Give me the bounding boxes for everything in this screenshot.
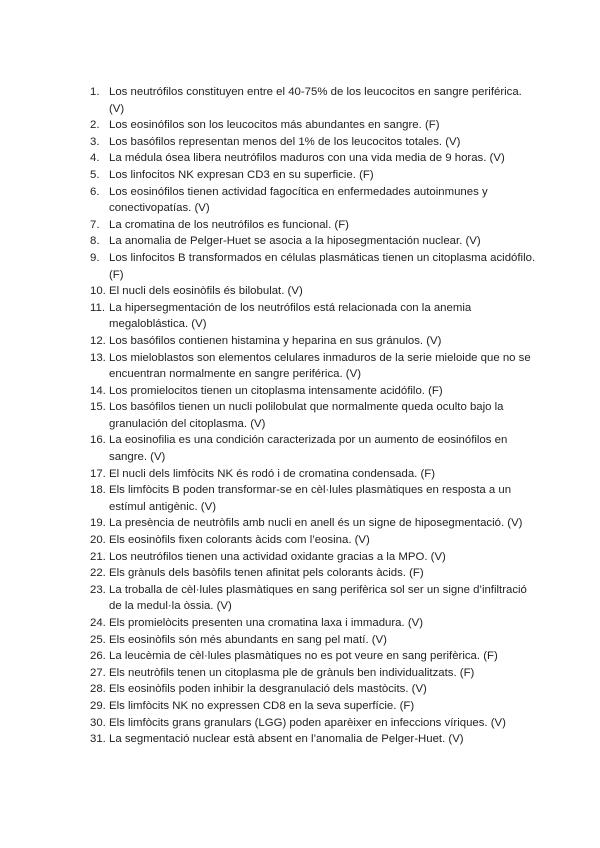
item-text: Els eosinòfils poden inhibir la desgranulació dels mastòcits. (V) [109,683,427,696]
list-item [90,632,538,649]
item-number: 22. [90,567,106,580]
list-item [90,134,538,151]
item-number: 28. [90,683,106,696]
list-item [90,532,538,549]
item-text: Los eosinófilos son los leucocitos más abundantes en sangre. (F) [109,119,440,132]
item-number: 30. [90,716,106,729]
item-number: 15. [90,401,106,414]
item-text: Els limfòcits grans granulars (LGG) poden aparèixer en infeccions víriques. (V) [109,716,506,729]
item-text: Els eosinòfils són més abundants en sang pel matí. (V) [109,633,387,646]
item-number: 17. [90,467,106,480]
list-item [90,698,538,715]
item-number: 10. [90,285,106,298]
item-number: 31. [90,733,106,746]
item-number: 27. [90,666,106,679]
item-text: La anomalia de Pelger-Huet se asocia a la hiposegmentación nuclear. (V) [109,235,481,248]
item-text: Los linfocitos B transformados en células plasmáticas tienen un citoplasma acidófilo. (F) [109,251,536,281]
item-text: Los basófilos contienen histamina y heparina en sus gránulos. (V) [109,334,442,347]
item-text: Els limfòcits NK no expressen CD8 en la seva superfície. (F) [109,699,415,712]
list-item [90,184,538,217]
list-item [90,565,538,582]
list-item [90,84,538,117]
item-number: 23. [90,583,106,596]
list-item [90,117,538,134]
list-item [90,233,538,250]
list-item [90,665,538,682]
list-item [90,333,538,350]
item-number: 6. [90,185,100,198]
item-number: 2. [90,119,100,132]
item-text: Los neutrófilos constituyen entre el 40-75% de los leucocitos en sangre periférica. (V) [109,86,522,115]
item-text: Los eosinófilos tienen actividad fagocítica en enfermedades autoinmunes y conectivopatías. (V) [109,185,488,215]
item-number: 25. [90,633,106,646]
list-item [90,300,538,333]
list-item [90,731,538,748]
statement-list [90,84,538,748]
item-number: 13. [90,351,106,364]
item-number: 8. [90,235,100,248]
item-text: La cromatina de los neutrófilos es funcional. (F) [109,218,349,231]
item-text: Los linfocitos NK expresan CD3 en su superficie. (F) [109,168,374,181]
item-text: Los basófilos representan menos del 1% de los leucocitos totales. (V) [109,135,461,148]
item-text: El nucli dels limfòcits NK és rodó i de cromatina condensada. (F) [109,467,436,480]
item-number: 19. [90,517,106,530]
list-item [90,482,538,515]
list-item [90,383,538,400]
item-text: Els limfòcits B poden transformar-se en cèl·lules plasmàtiques en resposta a un estímul antigènic. (V) [109,484,512,513]
item-text: Los neutrófilos tienen una actividad oxidante gracias a la MPO. (V) [109,550,446,563]
item-text: Los promielocitos tienen un citoplasma intensamente acidófilo. (F) [109,384,443,397]
item-text: Els grànuls dels basòfils tenen afinitat pels colorants àcids. (F) [109,567,424,580]
item-number: 1. [90,86,100,98]
item-text: Els neutròfils tenen un citoplasma ple de grànuls ben individualitzats. (F) [109,666,475,679]
item-text: La troballa de cèl·lules plasmàtiques en sang perifèrica sol ser un signe d’infiltració de la medul·la òssia. (V) [109,583,527,613]
item-number: 11. [90,301,105,314]
list-item [90,350,538,383]
list-item [90,167,538,184]
item-text: Los basófilos tienen un nucli polilobulat que normalmente queda oculto bajo la granulación del citoplasma. (V) [109,401,504,430]
item-number: 5. [90,168,100,181]
item-text: El nucli dels eosinòfils és bilobulat. (V) [109,285,303,298]
list-item [90,466,538,483]
list-item [90,681,538,698]
item-text: Els eosinòfils fixen colorants àcids com l’eosina. (V) [109,534,370,547]
item-number: 9. [90,251,100,264]
item-text: Els promielòcits presenten una cromatina laxa i immadura. (V) [109,617,424,629]
list-item [90,399,538,432]
item-number: 14. [90,384,106,397]
list-item [90,549,538,566]
list-item [90,432,538,465]
item-text: La eosinofilia es una condición caracterizada por un aumento de eosinófilos en sangre. (V) [109,434,508,464]
list-item [90,515,538,532]
item-number: 4. [90,152,100,165]
item-text: La presència de neutròfils amb nucli en anell és un signe de hiposegmentació. (V) [109,517,523,530]
item-text: La médula ósea libera neutrófilos maduros con una vida media de 9 horas. (V) [109,152,505,165]
item-text: La segmentació nuclear està absent en l’anomalia de Pelger-Huet. (V) [109,733,464,746]
list-item [90,715,538,732]
item-number: 18. [90,484,106,497]
item-text: La leucèmia de cèl·lules plasmàtiques no es pot veure en sang perifèrica. (F) [109,650,498,663]
list-item [90,250,538,283]
list-item [90,150,538,167]
item-number: 24. [90,617,106,629]
item-number: 21. [90,550,106,563]
list-item [90,217,538,234]
item-number: 29. [90,699,106,712]
item-number: 26. [90,650,106,663]
item-number: 16. [90,434,106,447]
item-text: La hipersegmentación de los neutrófilos está relacionada con la anemia megaloblástica. (V) [109,301,472,331]
list-item [90,283,538,300]
item-text: Los mieloblastos son elementos celulares inmaduros de la serie mieloide que no se encuentran normalmente en sangre periférica. (V) [109,351,531,381]
item-number: 12. [90,334,106,347]
item-number: 20. [90,534,106,547]
item-number: 3. [90,135,100,148]
item-number: 7. [90,218,100,231]
list-item [90,648,538,665]
list-item [90,582,538,615]
list-item [90,615,538,632]
